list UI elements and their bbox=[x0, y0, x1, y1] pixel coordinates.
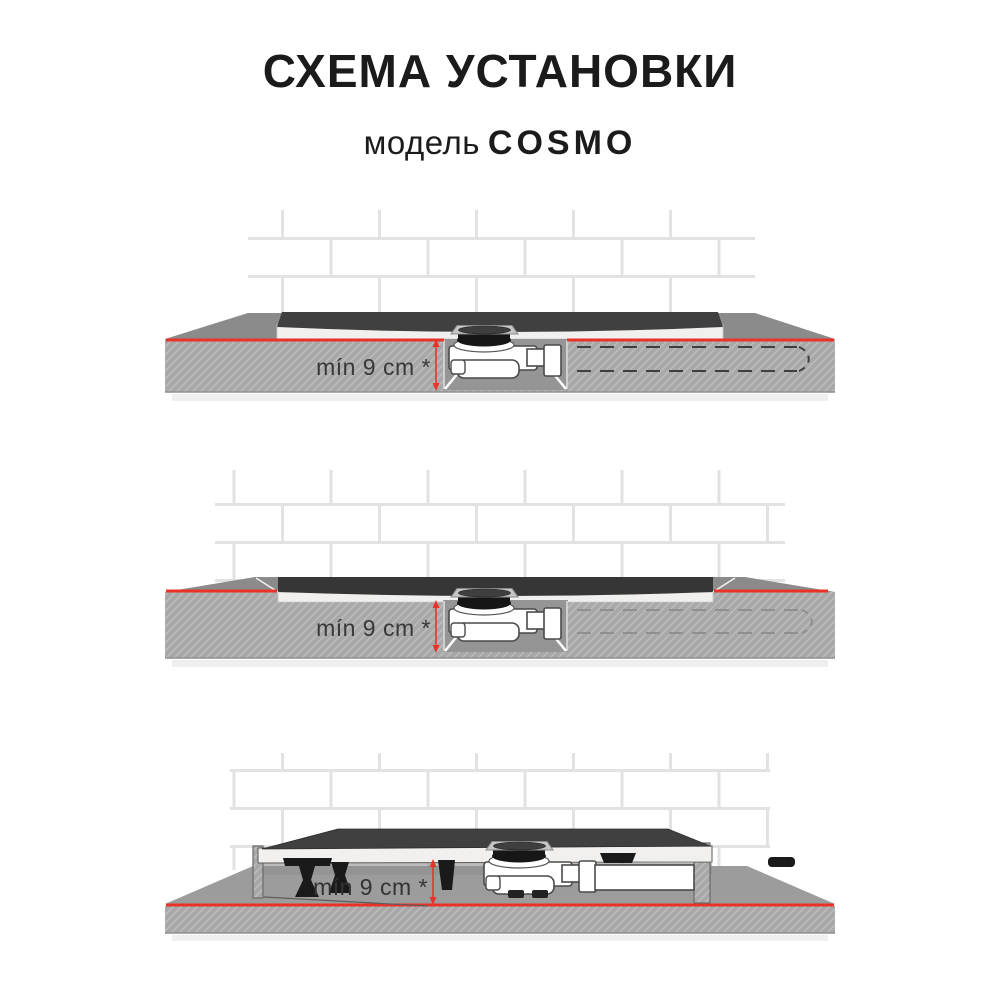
floor-shadow bbox=[172, 394, 828, 401]
model-name: COSMO bbox=[487, 124, 637, 162]
page-title: СХЕМА УСТАНОВКИ bbox=[262, 45, 738, 97]
dimension-label: mín 9 cm * bbox=[316, 615, 431, 641]
model-prefix: модель bbox=[363, 124, 480, 161]
shower-tray-top bbox=[262, 829, 710, 849]
diagram-2 bbox=[165, 470, 835, 667]
floor-shadow bbox=[172, 660, 828, 667]
diagram-1 bbox=[165, 210, 835, 401]
dimension-label: mín 9 cm * bbox=[313, 874, 428, 900]
floor-shadow bbox=[172, 935, 828, 941]
diagram-3 bbox=[165, 753, 835, 941]
drain-pipe bbox=[595, 865, 694, 890]
dimension-label: mín 9 cm * bbox=[316, 354, 431, 380]
floor-cross-section bbox=[165, 906, 835, 933]
tile-wall bbox=[215, 470, 785, 592]
